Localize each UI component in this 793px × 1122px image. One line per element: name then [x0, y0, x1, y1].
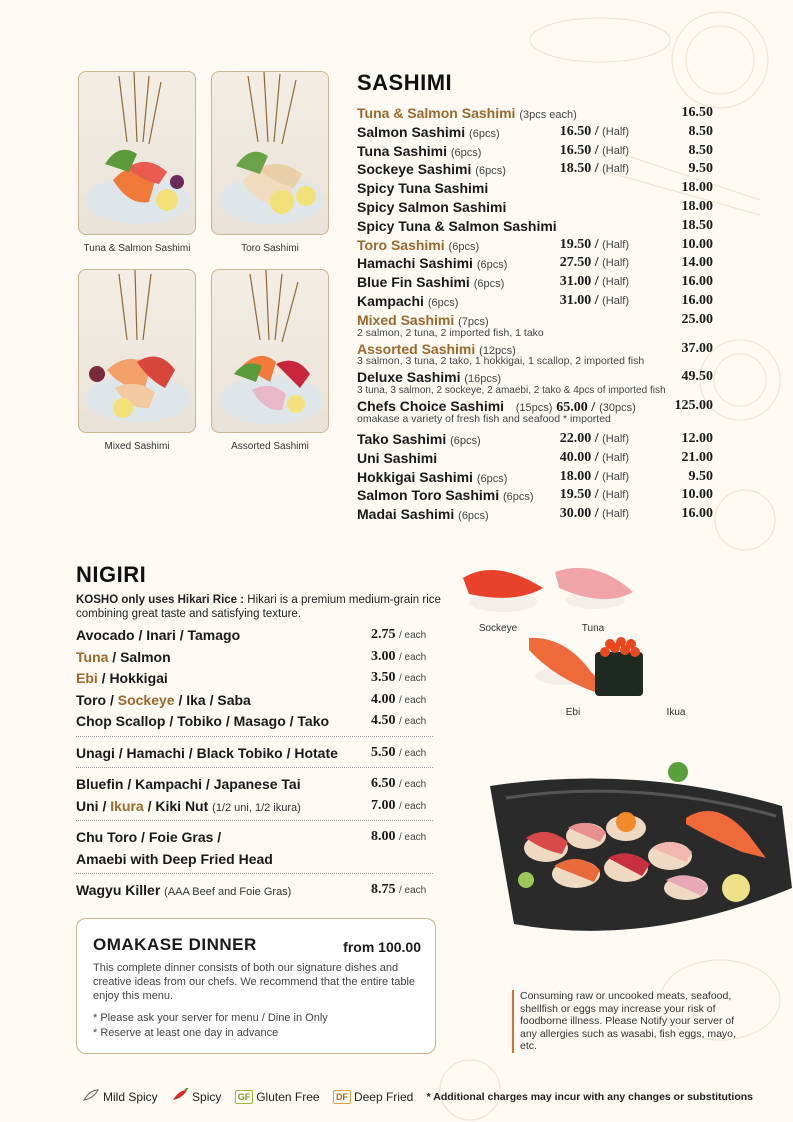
deep-fried-icon: DF: [333, 1089, 351, 1104]
nigiri-item-cont: Amaebi with Deep Fried Head: [76, 850, 273, 867]
omakase-desc: This complete dinner consists of both our signature dishes and creative ideas from our chefs. We recommend that the entire table enjoy this menu.: [93, 962, 416, 1002]
photo-caption: Assorted Sashimi: [231, 441, 309, 452]
spicy-icon: [171, 1088, 189, 1105]
photo-tuna-salmon-sashimi: [78, 71, 196, 235]
sashimi-item: Toro Sashimi (6pcs) 19.50 / (Half) 10.00: [357, 236, 713, 253]
divider: [76, 767, 433, 769]
sashimi-item: Chefs Choice Sashimi (15pcs) 65.00 / (30pcs) 125.00: [357, 398, 713, 416]
omakase-price: from 100.00: [343, 939, 421, 955]
nigiri-item: Unagi / Hamachi / Black Tobiko / Hotate 5.50 / each: [76, 744, 427, 761]
sashimi-item-desc: 3 tuna, 3 salmon, 2 sockeye, 2 amaebi, 2 tako & 4pcs of imported fish: [357, 385, 666, 397]
omakase-note: * Please ask your server for menu / Dine in Only: [93, 1012, 328, 1024]
sashimi-item: Blue Fin Sashimi (6pcs) 31.00 / (Half) 16.00: [357, 274, 713, 291]
sashimi-item: Salmon Sashimi (6pcs) 16.50 / (Half) 8.50: [357, 123, 713, 140]
sashimi-item-desc: 2 salmon, 2 tuna, 2 imported fish, 1 tako: [357, 326, 544, 339]
sushi-platter-photo: [486, 738, 792, 938]
sashimi-item: Tuna Sashimi (6pcs) 16.50 / (Half) 8.50: [357, 142, 713, 159]
sashimi-item: Hamachi Sashimi (6pcs) 27.50 / (Half) 14.00: [357, 255, 713, 272]
sashimi-item: Spicy Tuna & Salmon Sashimi 18.50: [357, 217, 713, 234]
sashimi-list: [357, 104, 713, 524]
photo-caption: Toro Sashimi: [241, 243, 299, 254]
sashimi-item: Sockeye Sashimi (6pcs) 18.50 / (Half) 9.50: [357, 161, 713, 178]
sashimi-item: Madai Sashimi (6pcs) 30.00 / (Half) 16.00: [357, 506, 713, 523]
nigiri-caption: Ebi: [565, 707, 581, 718]
divider: [76, 873, 433, 875]
sashimi-item: Tuna & Salmon Sashimi (3pcs each) 16.50: [357, 105, 713, 121]
nigiri-item: Chop Scallop / Tobiko / Masago / Tako 4.50 / each: [76, 713, 427, 729]
nigiri-item: Ebi / Hokkigai 3.50 / each: [76, 670, 427, 686]
nigiri-item: Uni / Ikura / Kiki Nut (1/2 uni, 1/2 ikura) 7.00 / each: [76, 797, 427, 814]
divider: [76, 820, 433, 822]
nigiri-caption: Tuna: [581, 623, 605, 634]
legend-mild-spicy: Mild Spicy: [103, 1089, 158, 1104]
nigiri-list: [76, 626, 433, 903]
photo-caption: Tuna & Salmon Sashimi: [83, 243, 191, 254]
sashimi-item-desc: omakase a variety of fresh fish and seafood * imported: [357, 412, 611, 425]
sashimi-item: Spicy Tuna Sashimi 18.00: [357, 180, 713, 197]
photo-toro-sashimi: [211, 71, 329, 235]
sashimi-item: Assorted Sashimi (12pcs) 37.00: [357, 340, 713, 357]
omakase-title: OMAKASE DINNER: [93, 935, 257, 954]
omakase-box: [76, 918, 436, 1054]
nigiri-caption: Sockeye: [478, 623, 518, 634]
legend-extra-charges: * Additional charges may incur with any changes or substitutions: [426, 1090, 753, 1103]
nigiri-item: Bluefin / Kampachi / Japanese Tai 6.50 / each: [76, 776, 427, 792]
sashimi-item: Uni Sashimi 40.00 / (Half) 21.00: [357, 449, 713, 466]
sashimi-item: Salmon Toro Sashimi (6pcs) 19.50 / (Half) 10.00: [357, 487, 713, 504]
nigiri-title: NIGIRI: [76, 562, 147, 587]
divider: [76, 736, 433, 738]
mild-spicy-icon: [82, 1088, 100, 1105]
sashimi-title: SASHIMI: [357, 70, 453, 95]
nigiri-item: Wagyu Killer (AAA Beef and Foie Gras) 8.75 / each: [76, 882, 427, 898]
nigiri-caption: Ikua: [666, 707, 686, 718]
sashimi-item: Tako Sashimi (6pcs) 22.00 / (Half) 12.00: [357, 430, 713, 447]
omakase-notes: [93, 1011, 421, 1041]
photo-mixed-sashimi: [78, 269, 196, 433]
raw-food-warning: Consuming raw or uncooked meats, seafood, shellfish or eggs may increase your risk of foodborne illness. Please Notify your server of any allergies such as wasabi, fish eggs, mayo, etc.: [512, 990, 740, 1053]
nigiri-item: Chu Toro / Foie Gras / 8.00 / each: [76, 829, 427, 845]
sashimi-item: Mixed Sashimi (7pcs) 25.00: [357, 311, 713, 328]
nigiri-intro: KOSHO only uses Hikari Rice : Hikari is a premium medium-grain rice combining great taste and satisfying texture.: [76, 594, 441, 620]
sashimi-item: Spicy Salmon Sashimi 18.00: [357, 198, 713, 215]
sashimi-item: Kampachi (6pcs) 31.00 / (Half) 16.00: [357, 292, 713, 309]
nigiri-photos: [455, 558, 645, 718]
sashimi-item: Deluxe Sashimi (16pcs) 49.50: [357, 369, 713, 386]
photo-assorted-sashimi: [211, 269, 329, 433]
nigiri-item: Tuna / Salmon 3.00 / each: [76, 648, 427, 665]
legend-spicy: Spicy: [192, 1089, 222, 1104]
legend-gluten-free: Gluten Free: [256, 1089, 320, 1104]
sashimi-item-desc: 3 salmon, 3 tuna, 2 tako, 1 hokkigai, 1 scallop, 2 imported fish: [357, 355, 645, 368]
nigiri-item: Toro / Sockeye / Ika / Saba 4.00 / each: [76, 691, 427, 708]
nigiri-item: Avocado / Inari / Tamago 2.75 / each: [76, 627, 427, 643]
legend: [82, 1088, 753, 1105]
legend-deep-fried: Deep Fried: [353, 1089, 414, 1104]
sashimi-item: Hokkigai Sashimi (6pcs) 18.00 / (Half) 9.50: [357, 468, 713, 485]
omakase-note: * Reserve at least one day in advance: [93, 1027, 279, 1039]
gluten-free-icon: GF: [235, 1089, 254, 1104]
photo-caption: Mixed Sashimi: [104, 441, 170, 452]
